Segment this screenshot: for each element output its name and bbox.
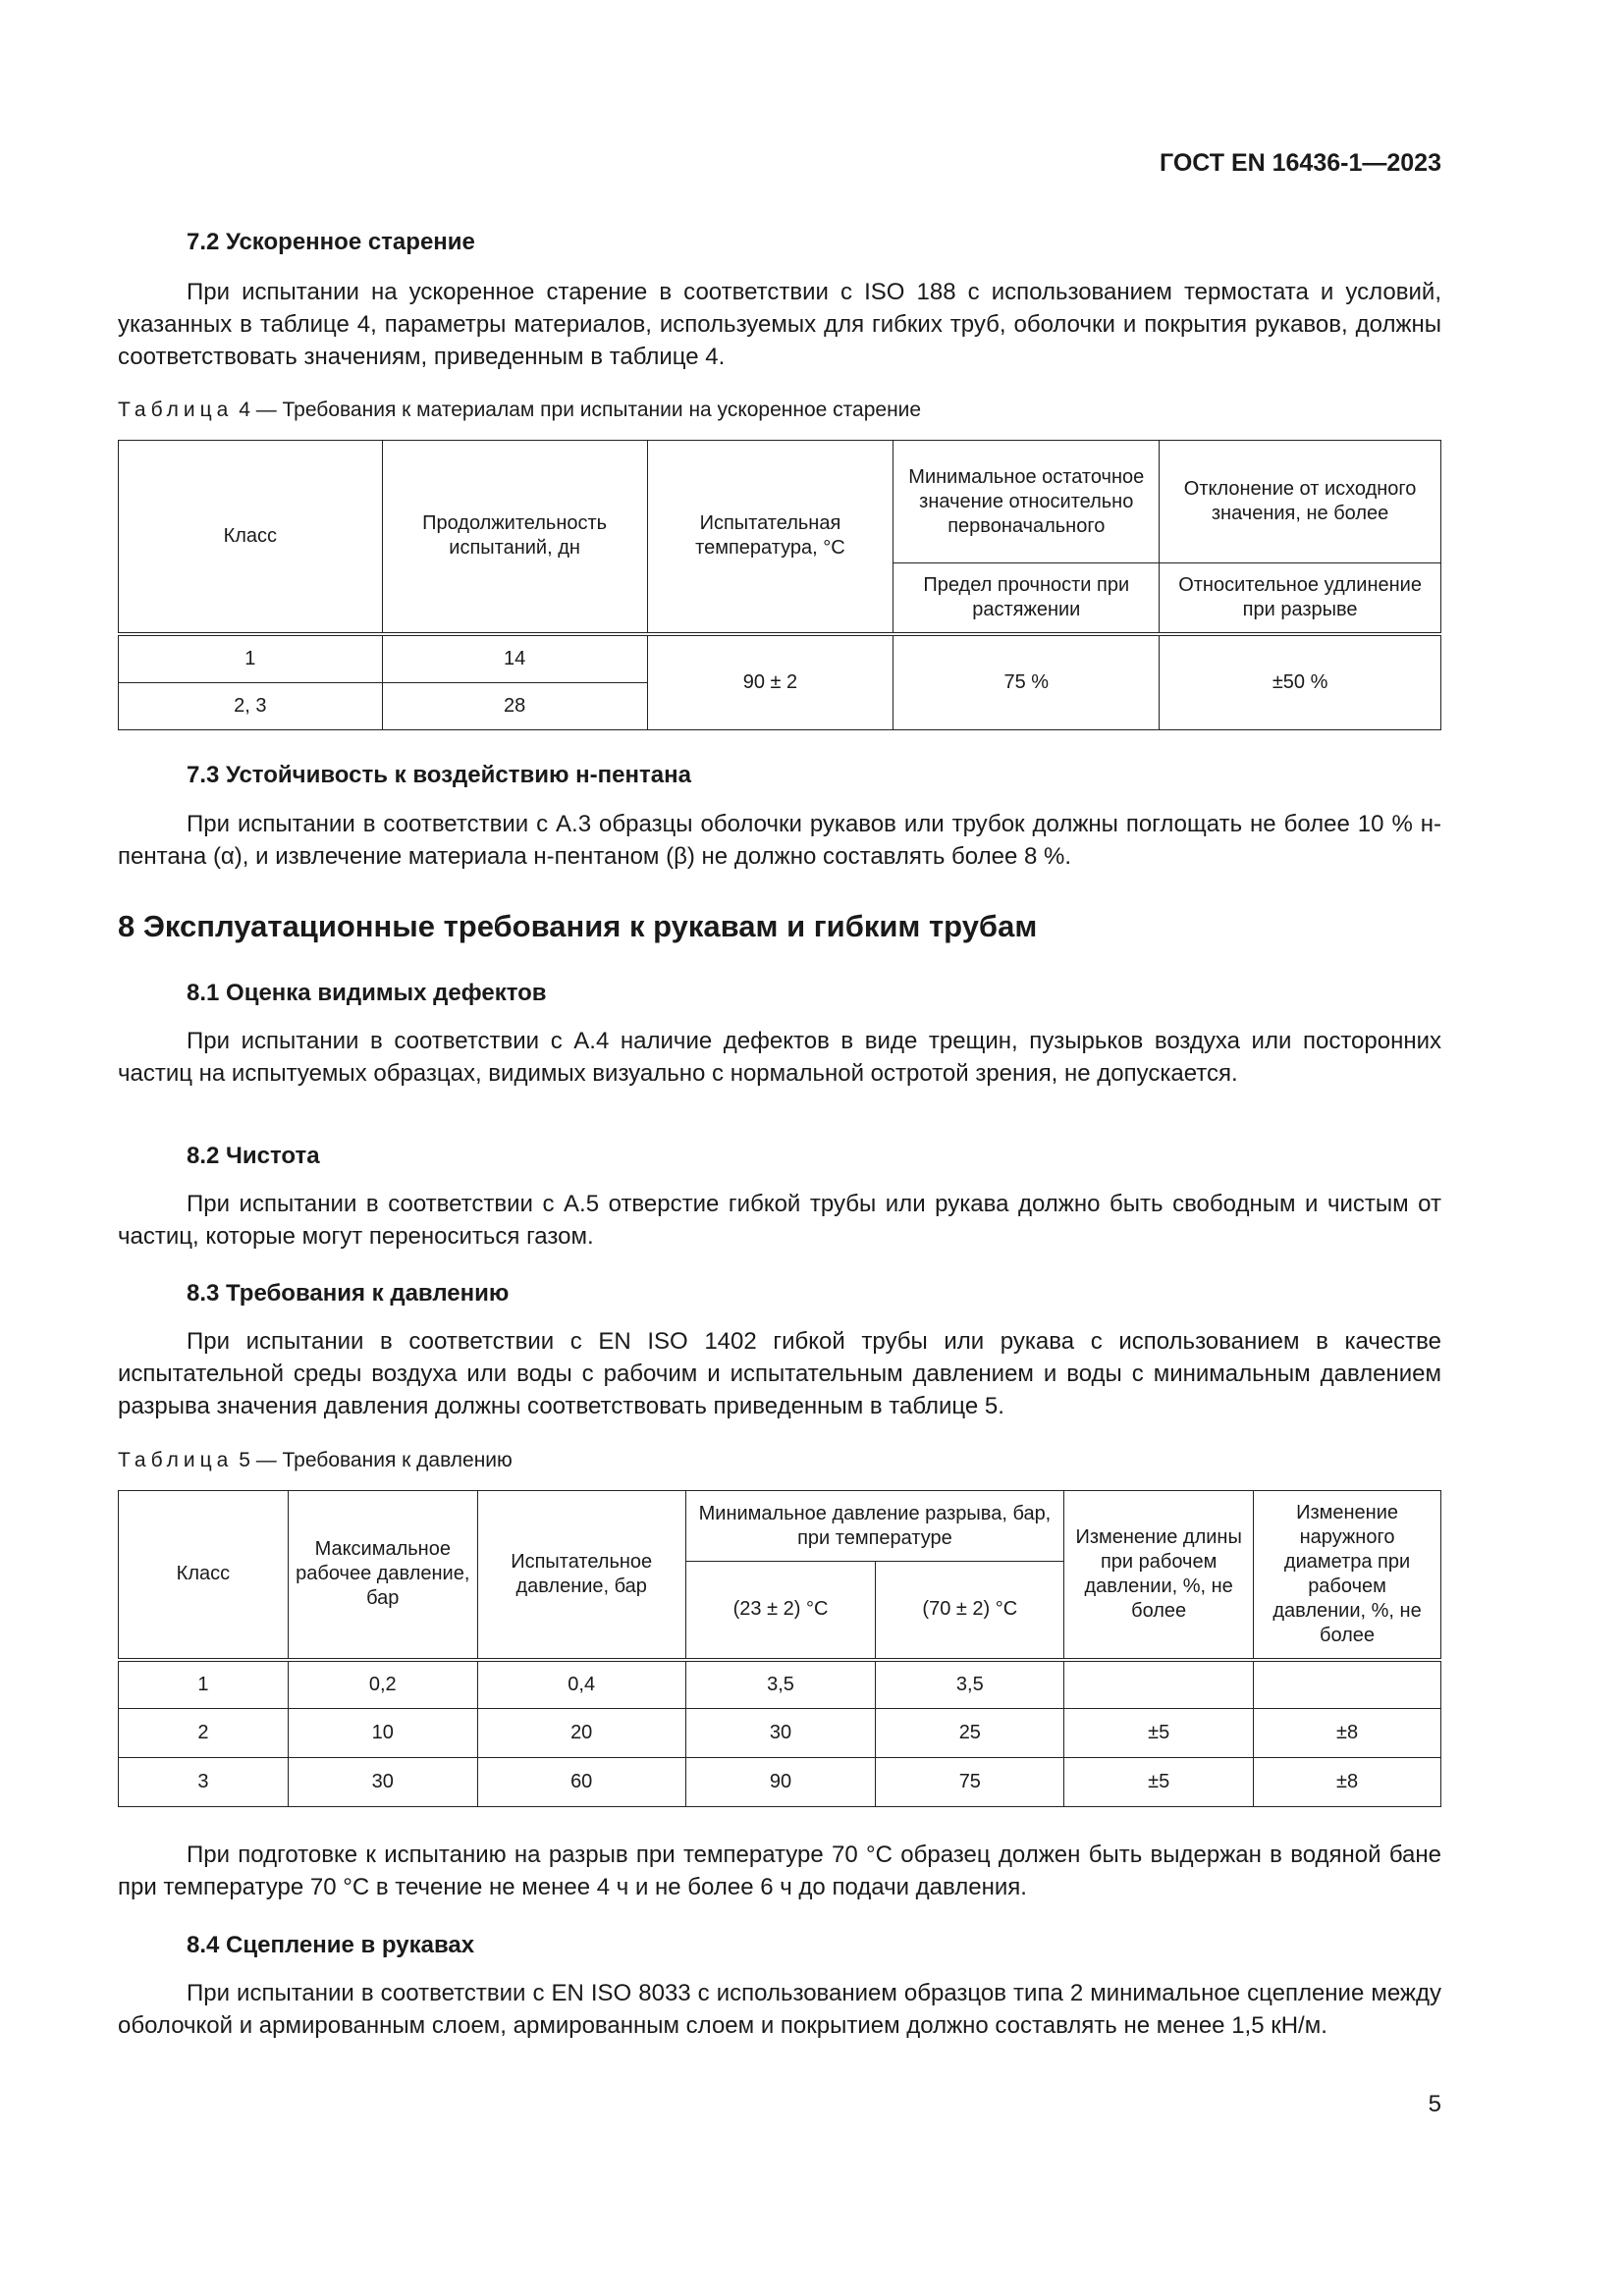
section-7-3-text: При испытании в соответствии с А.3 образцы оболочки рукавов или трубок должны поглощать не более 10 % н-пентана (α), и извлечение материала н-пентаном (β) не должно составлять более 8 %. <box>118 811 1441 870</box>
cell-length: ±5 <box>1064 1758 1254 1807</box>
document-header: ГОСТ EN 16436-1—2023 <box>1160 149 1441 177</box>
cell-class: 3 <box>119 1758 289 1807</box>
cell-temp: 90 ± 2 <box>647 634 893 730</box>
th-class: Класс <box>119 1491 289 1660</box>
table-row <box>119 1709 1441 1758</box>
cell-class: 1 <box>119 1660 289 1709</box>
cell-class: 2 <box>119 1709 289 1758</box>
th-class: Класс <box>119 441 383 634</box>
cell-t23: 3,5 <box>685 1660 876 1709</box>
page-number: 5 <box>1428 2091 1441 2117</box>
table-row <box>119 1758 1441 1807</box>
cell-diam: ±8 <box>1254 1758 1441 1807</box>
section-7-2-title: 7.2 Ускоренное старение <box>187 229 475 255</box>
section-8-3-text: При испытании в соответствии с EN ISO 1402 гибкой трубы или рукава с использованием в качестве испытательной среды воздуха или воды с рабочим и испытательным давлением и воды с минимальным давлением разрыва значения давления должны соответствовать приведенным в таблице 5. <box>118 1328 1441 1419</box>
table-4-caption <box>118 399 1441 422</box>
th-tensile: Предел прочности при растяжении <box>893 563 1160 634</box>
cell-test: 0,4 <box>477 1660 685 1709</box>
cell-length <box>1064 1660 1254 1709</box>
th-test: Испытательное давление, бар <box>477 1491 685 1660</box>
section-8-title: 8 Эксплуатационные требования к рукавам и гибким трубам <box>118 909 1038 943</box>
section-7-3-title: 7.3 Устойчивость к воздействию н-пентана <box>187 762 691 788</box>
cell-t70: 25 <box>876 1709 1064 1758</box>
cell-t23: 90 <box>685 1758 876 1807</box>
cell-class: 1 <box>119 634 383 683</box>
th-t70: (70 ± 2) °C <box>876 1562 1064 1660</box>
section-8-1-title: 8.1 Оценка видимых дефектов <box>187 980 547 1006</box>
section-8-4-text: При испытании в соответствии с EN ISO 8033 с использованием образцов типа 2 минимальное сцепление между оболочкой и армированным слоем, армированным слоем и покрытием должно составлять не менее 1,5 кН/м. <box>118 1980 1441 2039</box>
th-burst: Минимальное давление разрыва, бар, при температуре <box>685 1491 1064 1562</box>
table-4 <box>118 440 1441 730</box>
caption-text: 4 — Требования к материалам при испытании на ускоренное старение <box>239 399 922 421</box>
cell-length: ±5 <box>1064 1709 1254 1758</box>
cell-max-work: 30 <box>288 1758 477 1807</box>
th-temp: Испытательная температура, °C <box>647 441 893 634</box>
section-8-2-title: 8.2 Чистота <box>187 1143 320 1169</box>
cell-tensile: 75 % <box>893 634 1160 730</box>
th-length: Изменение длины при рабочем давлении, %, не более <box>1064 1491 1254 1660</box>
cell-test: 20 <box>477 1709 685 1758</box>
caption-word: Таблица <box>118 1449 234 1471</box>
cell-t70: 75 <box>876 1758 1064 1807</box>
th-min-residual: Минимальное остаточное значение относительно первоначального <box>893 441 1160 563</box>
table-5-note: При подготовке к испытанию на разрыв при температуре 70 °C образец должен быть выдержан в водяной бане при температуре 70 °C в течение не менее 4 ч и не более 6 ч до подачи давления. <box>118 1842 1441 1900</box>
th-diam: Изменение наружного диаметра при рабочем давлении, %, не более <box>1254 1491 1441 1660</box>
th-max-work: Максимальное рабочее давление, бар <box>288 1491 477 1660</box>
caption-text: 5 — Требования к давлению <box>239 1449 513 1471</box>
th-deviation: Отклонение от исходного значения, не более <box>1160 441 1441 563</box>
section-8-4-title: 8.4 Сцепление в рукавах <box>187 1932 475 1958</box>
cell-max-work: 10 <box>288 1709 477 1758</box>
table-row <box>119 634 1441 683</box>
cell-t70: 3,5 <box>876 1660 1064 1709</box>
th-elongation: Относительное удлинение при разрыве <box>1160 563 1441 634</box>
cell-class: 2, 3 <box>119 683 383 730</box>
cell-duration: 14 <box>382 634 647 683</box>
section-8-1-text: При испытании в соответствии с А.4 наличие дефектов в виде трещин, пузырьков воздуха или посторонних частиц на испытуемых образцах, видимых визуально с нормальной остротой зрения, не допускается. <box>118 1028 1441 1087</box>
section-7-2-text: При испытании на ускоренное старение в соответствии с ISO 188 с использованием термостата и условий, указанных в таблице 4, параметры материалов, используемых для гибких труб, оболочки и покрытия рукавов, должны соответствовать значениям, приведенным в таблице 4. <box>118 279 1441 370</box>
th-t23: (23 ± 2) °C <box>685 1562 876 1660</box>
table-5 <box>118 1490 1441 1807</box>
caption-word: Таблица <box>118 399 234 421</box>
cell-diam: ±8 <box>1254 1709 1441 1758</box>
table-row <box>119 1660 1441 1709</box>
cell-test: 60 <box>477 1758 685 1807</box>
section-8-2-text: При испытании в соответствии с А.5 отверстие гибкой трубы или рукава должно быть свободным и чистым от частиц, которые могут переноситься газом. <box>118 1191 1441 1250</box>
th-duration: Продолжительность испытаний, дн <box>382 441 647 634</box>
cell-t23: 30 <box>685 1709 876 1758</box>
cell-elongation: ±50 % <box>1160 634 1441 730</box>
cell-diam <box>1254 1660 1441 1709</box>
cell-max-work: 0,2 <box>288 1660 477 1709</box>
section-8-3-title: 8.3 Требования к давлению <box>187 1280 510 1307</box>
cell-duration: 28 <box>382 683 647 730</box>
table-5-caption <box>118 1449 1441 1472</box>
